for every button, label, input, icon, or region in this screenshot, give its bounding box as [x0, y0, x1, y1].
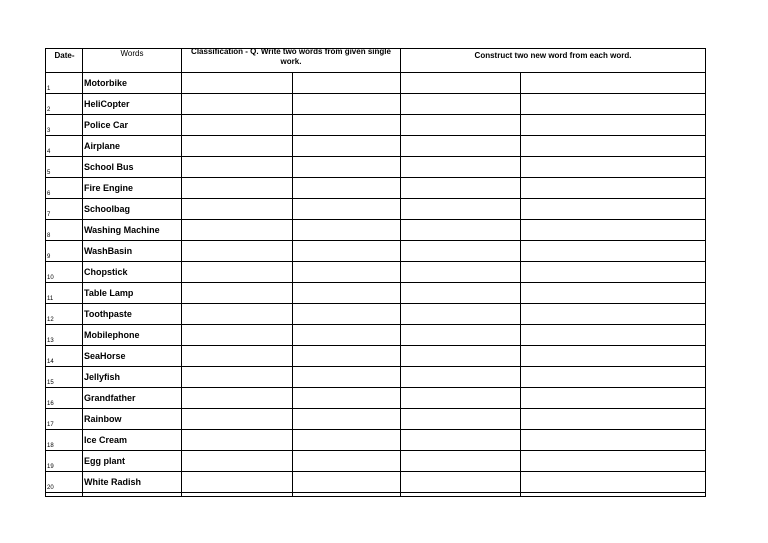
table-row — [46, 325, 706, 346]
vocabulary-table — [45, 48, 706, 497]
row-number: 7 — [46, 199, 83, 220]
new-word-answer-1[interactable] — [401, 388, 521, 409]
classification-answer-1[interactable] — [182, 157, 293, 178]
table-row — [46, 73, 706, 94]
row-number: 5 — [46, 157, 83, 178]
table-row — [46, 94, 706, 115]
classification-answer-2[interactable] — [293, 472, 401, 493]
new-word-answer-1[interactable] — [401, 451, 521, 472]
row-word: School Bus — [83, 157, 182, 178]
row-word: Mobilephone — [83, 325, 182, 346]
classification-answer-2[interactable] — [293, 157, 401, 178]
row-number: 1 — [46, 73, 83, 94]
row-number: 9 — [46, 241, 83, 262]
worksheet — [45, 48, 705, 497]
classification-answer-2[interactable] — [293, 304, 401, 325]
header-classification — [182, 49, 401, 73]
row-number: 16 — [46, 388, 83, 409]
row-number: 20 — [46, 472, 83, 493]
row-word: Schoolbag — [83, 199, 182, 220]
row-number: 15 — [46, 367, 83, 388]
classification-answer-2[interactable] — [293, 94, 401, 115]
row-word: Toothpaste — [83, 304, 182, 325]
new-word-answer-2[interactable] — [521, 451, 706, 472]
new-word-answer-1[interactable] — [401, 409, 521, 430]
header-row — [46, 49, 706, 73]
new-word-answer-2[interactable] — [521, 73, 706, 94]
row-word: Washing Machine — [83, 220, 182, 241]
table-row — [46, 178, 706, 199]
table-row — [46, 430, 706, 451]
classification-answer-2[interactable] — [293, 136, 401, 157]
row-number: 10 — [46, 262, 83, 283]
new-word-answer-1[interactable] — [401, 73, 521, 94]
new-word-answer-1[interactable] — [401, 472, 521, 493]
footer-cell — [83, 493, 182, 497]
row-number: 3 — [46, 115, 83, 136]
footer-cell — [46, 493, 83, 497]
row-word: Egg plant — [83, 451, 182, 472]
table-row — [46, 388, 706, 409]
row-number: 2 — [46, 94, 83, 115]
new-word-answer-1[interactable] — [401, 346, 521, 367]
new-word-answer-1[interactable] — [401, 430, 521, 451]
new-word-answer-2[interactable] — [521, 136, 706, 157]
table-row — [46, 472, 706, 493]
new-word-answer-2[interactable] — [521, 220, 706, 241]
new-word-answer-2[interactable] — [521, 388, 706, 409]
footer-cell — [182, 493, 293, 497]
classification-answer-2[interactable] — [293, 430, 401, 451]
table-row — [46, 367, 706, 388]
row-number: 19 — [46, 451, 83, 472]
new-word-answer-1[interactable] — [401, 94, 521, 115]
new-word-answer-2[interactable] — [521, 283, 706, 304]
classification-answer-1[interactable] — [182, 325, 293, 346]
table-row — [46, 136, 706, 157]
new-word-answer-2[interactable] — [521, 94, 706, 115]
table-row — [46, 304, 706, 325]
classification-answer-2[interactable] — [293, 283, 401, 304]
footer-cell — [293, 493, 401, 497]
row-word: Ice Cream — [83, 430, 182, 451]
classification-answer-2[interactable] — [293, 220, 401, 241]
classification-answer-1[interactable] — [182, 388, 293, 409]
row-word: Rainbow — [83, 409, 182, 430]
row-number: 6 — [46, 178, 83, 199]
classification-answer-2[interactable] — [293, 346, 401, 367]
new-word-answer-2[interactable] — [521, 199, 706, 220]
table-row — [46, 409, 706, 430]
classification-answer-1[interactable] — [182, 262, 293, 283]
new-word-answer-1[interactable] — [401, 199, 521, 220]
row-number: 8 — [46, 220, 83, 241]
table-row — [46, 283, 706, 304]
classification-answer-2[interactable] — [293, 388, 401, 409]
classification-answer-1[interactable] — [182, 220, 293, 241]
header-words-label: Words — [120, 49, 144, 58]
classification-answer-1[interactable] — [182, 199, 293, 220]
header-words — [83, 49, 182, 73]
row-number: 14 — [46, 346, 83, 367]
classification-answer-2[interactable] — [293, 178, 401, 199]
row-number: 11 — [46, 283, 83, 304]
classification-answer-1[interactable] — [182, 136, 293, 157]
table-row — [46, 115, 706, 136]
classification-answer-2[interactable] — [293, 262, 401, 283]
new-word-answer-2[interactable] — [521, 472, 706, 493]
row-word: White Radish — [83, 472, 182, 493]
classification-answer-2[interactable] — [293, 451, 401, 472]
classification-answer-1[interactable] — [182, 367, 293, 388]
new-word-answer-1[interactable] — [401, 178, 521, 199]
table-body — [46, 73, 706, 497]
classification-answer-2[interactable] — [293, 409, 401, 430]
new-word-answer-1[interactable] — [401, 325, 521, 346]
classification-answer-1[interactable] — [182, 430, 293, 451]
new-word-answer-1[interactable] — [401, 262, 521, 283]
table-row — [46, 157, 706, 178]
row-word: Chopstick — [83, 262, 182, 283]
footer-cell — [401, 493, 521, 497]
classification-answer-1[interactable] — [182, 451, 293, 472]
new-word-answer-2[interactable] — [521, 241, 706, 262]
new-word-answer-1[interactable] — [401, 304, 521, 325]
row-word: Jellyfish — [83, 367, 182, 388]
new-word-answer-2[interactable] — [521, 115, 706, 136]
new-word-answer-1[interactable] — [401, 241, 521, 262]
row-number: 4 — [46, 136, 83, 157]
new-word-answer-1[interactable] — [401, 157, 521, 178]
header-construct: Construct two new word from each word. — [401, 49, 706, 73]
table-row — [46, 199, 706, 220]
classification-answer-1[interactable] — [182, 241, 293, 262]
row-word: Airplane — [83, 136, 182, 157]
new-word-answer-2[interactable] — [521, 325, 706, 346]
table-row — [46, 451, 706, 472]
classification-answer-1[interactable] — [182, 178, 293, 199]
row-number: 18 — [46, 430, 83, 451]
row-word: HeliCopter — [83, 94, 182, 115]
new-word-answer-1[interactable] — [401, 115, 521, 136]
table-row — [46, 346, 706, 367]
table-row — [46, 262, 706, 283]
new-word-answer-2[interactable] — [521, 430, 706, 451]
classification-answer-1[interactable] — [182, 472, 293, 493]
row-word: Police Car — [83, 115, 182, 136]
row-word: Grandfather — [83, 388, 182, 409]
row-word: Motorbike — [83, 73, 182, 94]
classification-answer-1[interactable] — [182, 115, 293, 136]
row-number: 13 — [46, 325, 83, 346]
row-word: Table Lamp — [83, 283, 182, 304]
header-date: Date- — [46, 49, 83, 73]
classification-answer-1[interactable] — [182, 73, 293, 94]
table-row — [46, 241, 706, 262]
classification-answer-2[interactable] — [293, 367, 401, 388]
footer-cell — [521, 493, 706, 497]
row-number: 12 — [46, 304, 83, 325]
new-word-answer-2[interactable] — [521, 262, 706, 283]
row-number: 17 — [46, 409, 83, 430]
new-word-answer-1[interactable] — [401, 283, 521, 304]
row-word: Fire Engine — [83, 178, 182, 199]
new-word-answer-2[interactable] — [521, 178, 706, 199]
row-word: WashBasin — [83, 241, 182, 262]
classification-answer-1[interactable] — [182, 283, 293, 304]
new-word-answer-2[interactable] — [521, 346, 706, 367]
new-word-answer-2[interactable] — [521, 409, 706, 430]
new-word-answer-2[interactable] — [521, 367, 706, 388]
new-word-answer-2[interactable] — [521, 157, 706, 178]
classification-answer-1[interactable] — [182, 409, 293, 430]
classification-answer-1[interactable] — [182, 304, 293, 325]
classification-answer-2[interactable] — [293, 325, 401, 346]
classification-answer-2[interactable] — [293, 199, 401, 220]
table-row — [46, 220, 706, 241]
row-word: SeaHorse — [83, 346, 182, 367]
classification-answer-1[interactable] — [182, 346, 293, 367]
new-word-answer-1[interactable] — [401, 220, 521, 241]
table-footer-row — [46, 493, 706, 497]
classification-answer-2[interactable] — [293, 73, 401, 94]
new-word-answer-1[interactable] — [401, 367, 521, 388]
classification-answer-2[interactable] — [293, 241, 401, 262]
classification-answer-1[interactable] — [182, 94, 293, 115]
new-word-answer-1[interactable] — [401, 136, 521, 157]
classification-answer-2[interactable] — [293, 115, 401, 136]
new-word-answer-2[interactable] — [521, 304, 706, 325]
header-classification-label: Classification - Q. Write two words from given single work. — [191, 48, 391, 66]
